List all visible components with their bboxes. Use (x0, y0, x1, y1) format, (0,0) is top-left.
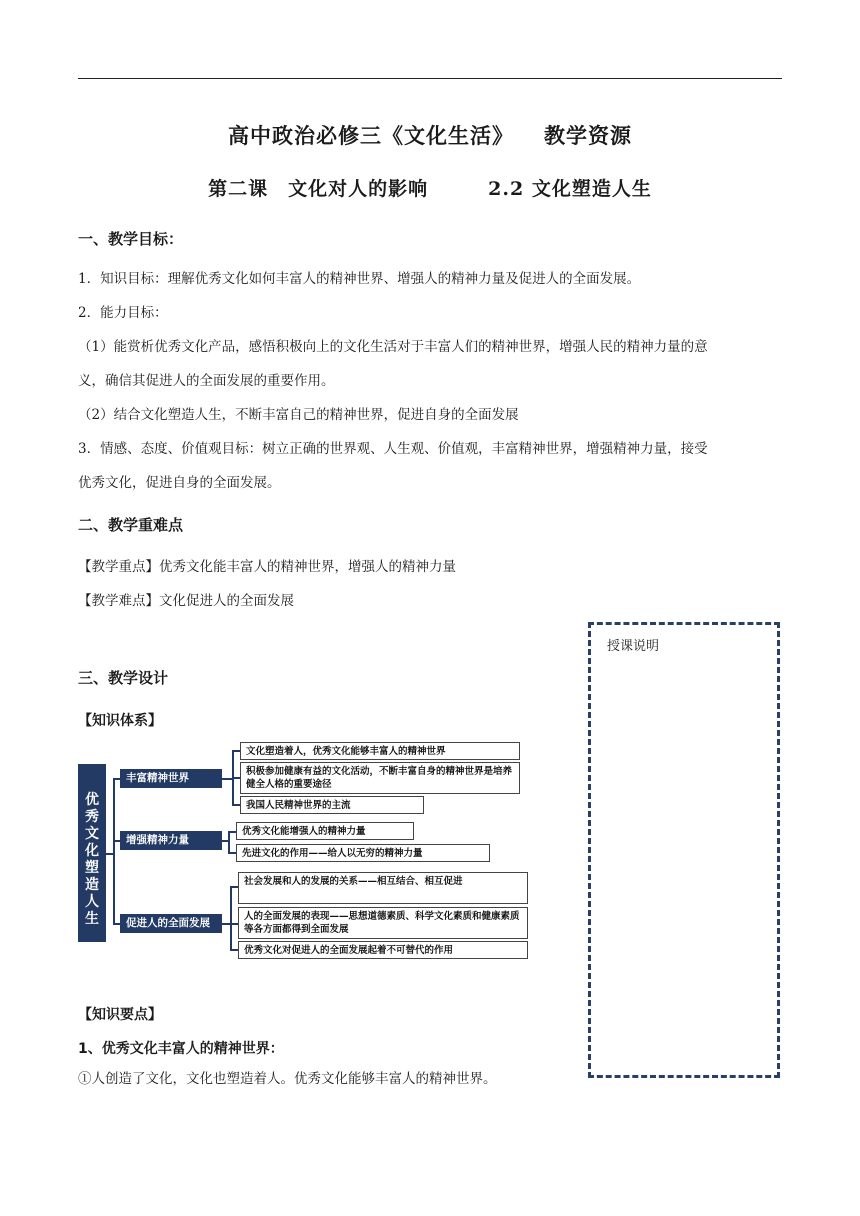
key-point: 【教学重点】优秀文化能丰富人的精神世界，增强人的精神力量 (78, 559, 456, 575)
mindmap-leaf: 优秀文化能增强人的精神力量 (236, 822, 414, 840)
mindmap-leaf: 先进文化的作用——给人以无穷的精神力量 (236, 844, 490, 862)
section1-heading: 一、教学目标： (78, 230, 184, 248)
mindmap-leaf: 文化塑造着人，优秀文化能够丰富人的精神世界 (240, 742, 520, 760)
goal-line: 3．情感、态度、价值观目标：树立正确的世界观、人生观、价值观，丰富精神世界，增强精神力量，接受 (78, 441, 708, 457)
difficult-point: 【教学难点】文化促进人的全面发展 (78, 593, 294, 609)
goal-line: 义，确信其促进人的全面发展的重要作用。 (78, 373, 335, 389)
subtitle-lesson: 第二课 文化对人的影响 (208, 178, 429, 200)
mindmap-leaf: 我国人民精神世界的主流 (240, 796, 424, 814)
point1-heading: 1、优秀文化丰富人的精神世界： (78, 1041, 284, 1057)
branch-enrich: 丰富精神世界 (120, 769, 222, 788)
connector (113, 778, 115, 924)
branch-strengthen: 增强精神力量 (120, 831, 222, 850)
connector (228, 852, 236, 854)
branch-develop: 促进人的全面发展 (120, 914, 222, 933)
subtitle-section: 2.2 文化塑造人生 (488, 178, 652, 200)
connector (232, 777, 240, 779)
connector (230, 886, 232, 950)
page-title (0, 120, 860, 150)
section2-heading: 二、教学重难点 (78, 516, 184, 534)
knowledge-system-label: 【知识体系】 (78, 713, 162, 729)
teaching-notes-box (588, 622, 780, 1078)
mindmap-leaf: 人的全面发展的表现——思想道德素质、科学文化素质和健康素质等各方面都得到全面发展 (238, 907, 528, 939)
connector (228, 831, 236, 833)
mindmap-leaf: 积极参加健康有益的文化活动，不断丰富自身的精神世界是培养健全人格的重要途径 (240, 762, 520, 794)
goal-line: （1）能赏析优秀文化产品，感悟积极向上的文化生活对于丰富人们的精神世界，增强人民的精神力量的意 (78, 339, 708, 355)
title-main: 高中政治必修三《文化生活》 (228, 124, 514, 148)
teaching-notes-label: 授课说明 (607, 639, 660, 654)
knowledge-mindmap (78, 740, 528, 962)
connector (232, 804, 240, 806)
title-tail: 教学资源 (544, 124, 632, 148)
connector (230, 886, 238, 888)
mindmap-root-label: 优秀文化塑造人生 (85, 792, 99, 927)
knowledge-points-label: 【知识要点】 (78, 1007, 162, 1023)
section3-heading: 三、教学设计 (78, 669, 169, 687)
connector (230, 949, 238, 951)
goal-line: 1．知识目标：理解优秀文化如何丰富人的精神世界、增强人的精神力量及促进人的全面发展。 (78, 271, 641, 287)
mindmap-leaf: 优秀文化对促进人的全面发展起着不可替代的作用 (238, 941, 528, 959)
goal-line: 优秀文化，促进自身的全面发展。 (78, 475, 281, 491)
connector (228, 831, 230, 853)
connector (230, 923, 238, 925)
connector (232, 750, 240, 752)
mindmap-leaf: 社会发展和人的发展的关系——相互结合、相互促进 (238, 872, 528, 904)
goal-line: 2．能力目标： (78, 305, 168, 321)
mindmap-root (78, 764, 106, 942)
point1-text: ①人创造了文化，文化也塑造着人。优秀文化能够丰富人的精神世界。 (78, 1071, 497, 1087)
goal-line: （2）结合文化塑造人生，不断丰富自己的精神世界，促进自身的全面发展 (78, 407, 519, 423)
header-rule (78, 78, 782, 79)
page-subtitle (0, 174, 860, 201)
